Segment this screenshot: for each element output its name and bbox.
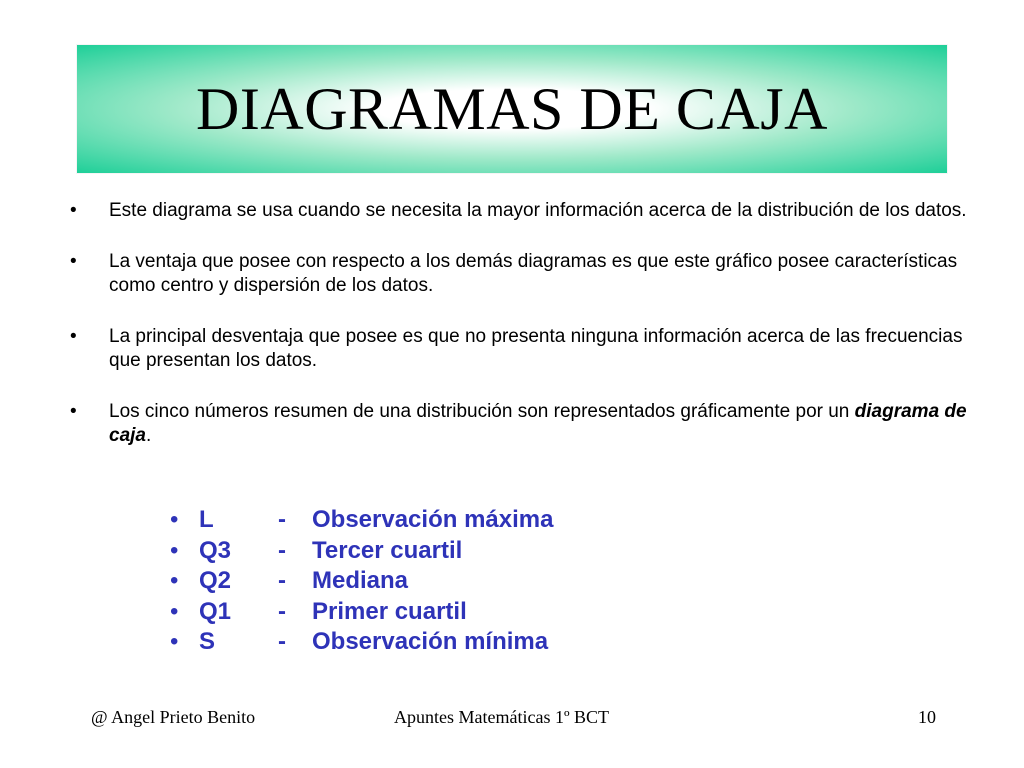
bullet-text-after: . <box>145 425 152 446</box>
summary-dash: - <box>278 506 286 533</box>
summary-label: Mediana <box>312 567 409 594</box>
bullet-item <box>0 325 1024 373</box>
summary-label: Primer cuartil <box>312 597 467 625</box>
summary-code: Q1 <box>199 597 232 625</box>
summary-item-min <box>0 627 1024 658</box>
bullet-list <box>0 199 1024 475</box>
title-banner <box>77 45 947 173</box>
bullet-emphasis: diagrama de caja <box>109 401 967 446</box>
summary-label: Observación máxima <box>312 506 554 533</box>
bullet-marker: • <box>70 326 77 347</box>
page-number: 10 <box>918 707 936 727</box>
summary-dash: - <box>278 567 286 594</box>
summary-code: Q2 <box>199 567 232 594</box>
bullet-text: La ventaja que posee con respecto a los demás diagramas es que este gráfico posee características como centro y dispersión de los datos. <box>109 251 958 296</box>
summary-item-q2 <box>0 566 1024 597</box>
summary-bullet: • <box>170 506 179 533</box>
bullet-marker: • <box>70 200 77 221</box>
summary-dash: - <box>278 536 286 564</box>
summary-bullet: • <box>170 567 179 594</box>
bullet-item <box>0 199 1024 223</box>
summary-code: S <box>199 628 216 655</box>
footer-course: Apuntes Matemáticas 1º BCT <box>394 707 610 727</box>
bullet-text: Este diagrama se usa cuando se necesita la mayor información acerca de la distribución de los datos. <box>109 200 967 221</box>
slide-title: DIAGRAMAS DE CAJA <box>196 75 828 142</box>
bullet-text-before: Los cinco números resumen de una distribución son representados gráficamente por un <box>109 401 855 422</box>
bullet-marker: • <box>70 251 77 272</box>
bullet-item <box>0 250 1024 298</box>
summary-code: L <box>199 506 214 533</box>
bullet-text: La principal desventaja que posee es que no presenta ninguna información acerca de las frecuencias que presentan los datos. <box>109 326 963 371</box>
five-number-summary-list <box>0 505 1024 658</box>
summary-dash: - <box>278 628 286 655</box>
summary-bullet: • <box>170 628 179 655</box>
summary-item-q3 <box>0 536 1024 567</box>
summary-item-max <box>0 505 1024 536</box>
summary-item-q1 <box>0 597 1024 628</box>
summary-label: Observación mínima <box>312 628 549 655</box>
bullet-marker: • <box>70 401 77 422</box>
summary-bullet: • <box>170 536 179 564</box>
footer-author: @ Angel Prieto Benito <box>91 707 256 727</box>
summary-label: Tercer cuartil <box>312 536 463 564</box>
summary-code: Q3 <box>199 536 232 564</box>
bullet-item <box>0 400 1024 448</box>
summary-bullet: • <box>170 597 179 625</box>
summary-dash: - <box>278 597 286 625</box>
bullet-text <box>109 401 967 446</box>
